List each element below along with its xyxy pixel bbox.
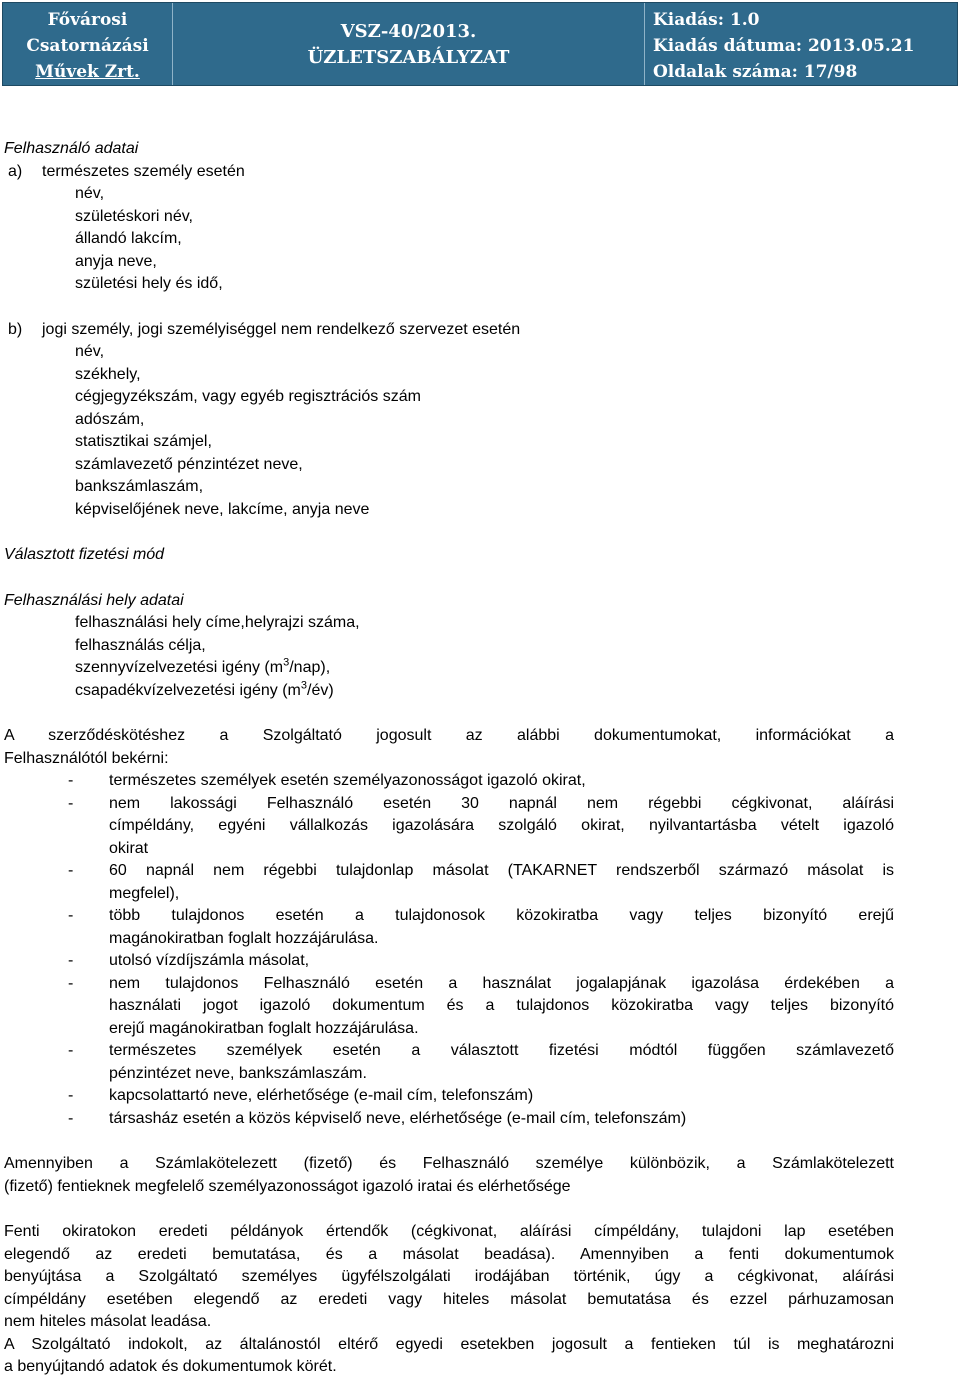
list-item: név,: [75, 185, 105, 202]
user-data-heading: Felhasználó adatai: [4, 140, 139, 157]
document-code: VSZ-40/2013.: [340, 21, 477, 42]
list-item: cégjegyzékszám, vagy egyéb regisztrációs szám: [75, 388, 421, 405]
list-item: - természetes személyek esetén személyazonosságot igazoló okirat,: [68, 772, 586, 789]
document-title: ÜZLETSZABÁLYZAT: [307, 47, 510, 68]
list-item: felhasználás célja,: [75, 636, 206, 654]
list-item: - kapcsolattartó neve, elérhetősége (e-mail cím, telefonszám): [68, 1087, 534, 1104]
contract-intro: A szerződéskötéshez a Szolgáltató jogosult az alábbi dokumentumokat, információkat a: [4, 727, 894, 744]
list-item: számlavezető pénzintézet neve,: [75, 455, 303, 473]
list-item: anyja neve,: [75, 252, 157, 270]
list-item: adószám,: [75, 410, 145, 428]
list-item: szennyvízelvezetési igény $(m^3/nap)$,: [75, 656, 331, 676]
company-name: Fővárosi Csatornázási Művek Zrt.: [3, 3, 173, 85]
legal-person-title: b) jogi személy, jogi személyiséggel nem rendelkező szervezet esetén: [8, 320, 521, 338]
contract-intro-cont: Felhasználótól bekérni:: [4, 749, 169, 767]
list-item: bankszámlaszám,: [75, 478, 204, 495]
document-header: [2, 2, 958, 86]
list-item: - nem tulajdonos Felhasználó esetén a használat jogalapjának igazolása érdekében a használati jogot igazoló dokumentum és a tulajdonos közokiratba vagy teljes bizonyító erejű magánokiratban foglalt hozzájárulása.: [68, 974, 894, 1037]
list-item: - természetes személyek esetén a választott fizetési módtól függően számlavezető pénzintézet neve, bankszámlaszám.: [68, 1042, 894, 1082]
document-title-cell: [173, 3, 645, 85]
list-item: székhely,: [75, 365, 141, 383]
list-item: képviselőjének neve, lakcíme, anyja neve: [75, 500, 370, 518]
site-heading: Felhasználási hely adatai: [4, 591, 184, 609]
list-item: csapadékvízelvezetési igény $(m^3/év)$: [75, 679, 334, 699]
list-item: felhasználási hely címe,helyrajzi száma,: [75, 614, 360, 631]
list-item: - utolsó vízdíjszámla másolat,: [68, 952, 310, 969]
document-body: [4, 138, 894, 1379]
list-item: statisztikai számjel,: [75, 433, 212, 450]
document-list: [4, 770, 894, 1130]
list-item: - 60 napnál nem régebbi tulajdonlap másolat (TAKARNET rendszerből származó másolat is megfelel),: [68, 862, 894, 902]
list-item: születéskori név,: [75, 207, 193, 225]
payer-paragraph: Amennyiben a Számlakötelezett (fizető) és Felhasználó személye különbözik, a Számlakötelezett (fizető) fentieknek megfelelő személyazonosságot igazoló iratai és elérhetősége: [4, 1155, 894, 1195]
page-count: Oldalak száma: 17/98: [653, 62, 858, 82]
payment-heading: Választott fizetési mód: [4, 546, 165, 563]
list-item: - nem lakossági Felhasználó esetén 30 napnál nem régebbi cégkivonat, aláírási címpéldány, egyéni vállalkozás igazolására szolgáló okirat, nyilvantartásba vételt igazoló okirat: [68, 794, 894, 857]
issue-date: Kiadás dátuma: 2013.05.21: [653, 36, 915, 56]
list-item: születési hely és idő,: [75, 275, 223, 292]
list-item: név,: [75, 343, 105, 360]
list-item: - több tulajdonos esetén a tulajdonosok közokiratba vagy teljes bizonyító erejű magánokiratban foglalt hozzájárulása.: [68, 907, 894, 947]
document-meta: [645, 3, 957, 85]
exceptions-paragraph: A Szolgáltató indokolt, az általánostól eltérő egyedi esetekben jogosult a fentieken túl is meghatározni a benyújtandó adatok és dokumentumok körét.: [4, 1335, 894, 1375]
natural-person-title: a) természetes személy esetén: [8, 162, 245, 180]
originals-paragraph: Fenti okiratokon eredeti példányok értendők (cégkivonat, aláírási címpéldány, tulajdoni lap esetében elegendő az eredeti bemutatása, és a másolat beadása). Amennyiben a fenti dokumentumok benyújtása a Szolgáltató személyes ügyfélszolgálati irodájában történik, úgy a cégkivonat, aláírási címpéldány esetében elegendő az eredeti vagy hiteles másolat bemutatása és ezzel párhuzamosan nem hiteles másolat leadása.: [4, 1223, 894, 1330]
list-item: - társasház esetén a közös képviselő neve, elérhetősége (e-mail cím, telefonszám): [68, 1109, 687, 1127]
issue-number: Kiadás: 1.0: [653, 10, 760, 30]
list-item: állandó lakcím,: [75, 230, 182, 247]
